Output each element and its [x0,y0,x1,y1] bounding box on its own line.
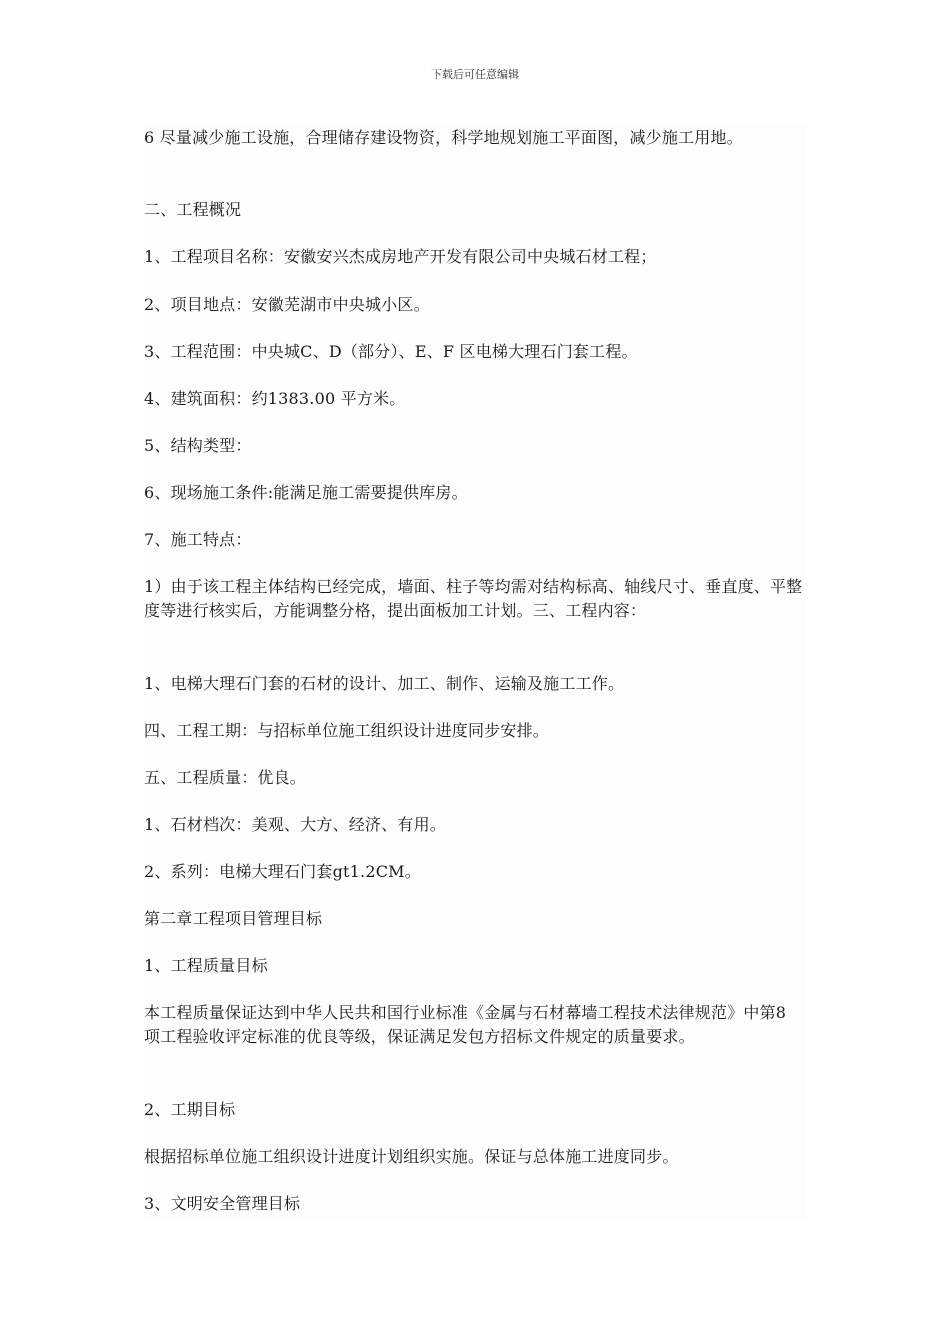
paragraph-9: 7、施工特点： [144,530,252,549]
page-header: 下载后可任意编辑 [431,68,519,81]
paragraph-21: 3、文明安全管理目标 [144,1194,301,1213]
paragraph-10: 1）由于该工程主体结构已经完成，墙面、柱子等均需对结构标高、轴线尺寸、垂直度、平整度等进行核实后，方能调整分格，提出面板加工计划。三、工程内容： [144,577,803,620]
paragraph-12: 四、工程工期：与招标单位施工组织设计进度同步安排。 [144,721,550,740]
paragraph-14: 1、石材档次：美观、大方、经济、有用。 [144,815,446,834]
paragraph-20: 根据招标单位施工组织设计进度计划组织实施。保证与总体施工进度同步。 [144,1147,679,1166]
paragraph-18: 本工程质量保证达到中华人民共和国行业标准《金属与石材幕墙工程技术法律规范》中第8 项工程验收评定标准的优良等级，保证满足发包方招标文件规定的质量要求。 [144,1003,787,1046]
document-body [144,124,806,1220]
paragraph-15: 2、系列：电梯大理石门套gt1.2CM。 [144,862,421,881]
paragraph-4: 2、项目地点：安徽芜湖市中央城小区。 [144,295,430,314]
paragraph-19: 2、工期目标 [144,1100,236,1119]
paragraph-6: 4、建筑面积：约1383.00 平方米。 [144,389,406,408]
paragraph-11: 1、电梯大理石门套的石材的设计、加工、制作、运输及施工工作。 [144,674,625,693]
paragraph-2: 二、工程概况 [144,200,242,219]
paragraph-1: 6 尽量减少施工设施，合理储存建设物资，科学地规划施工平面图，减少施工用地。 [144,128,743,147]
paragraph-7: 5、结构类型： [144,436,252,455]
paragraph-17: 1、工程质量目标 [144,956,268,975]
paragraph-5: 3、工程范围：中央城C、D（部分）、E、F 区电梯大理石门套工程。 [144,342,638,361]
paragraph-3: 1、工程项目名称：安徽安兴杰成房地产开发有限公司中央城石材工程； [144,247,657,266]
paragraph-16: 第二章工程项目管理目标 [144,909,323,928]
paragraph-8: 6、现场施工条件:能满足施工需要提供库房。 [144,483,468,502]
paragraph-13: 五、工程质量：优良。 [144,768,307,787]
